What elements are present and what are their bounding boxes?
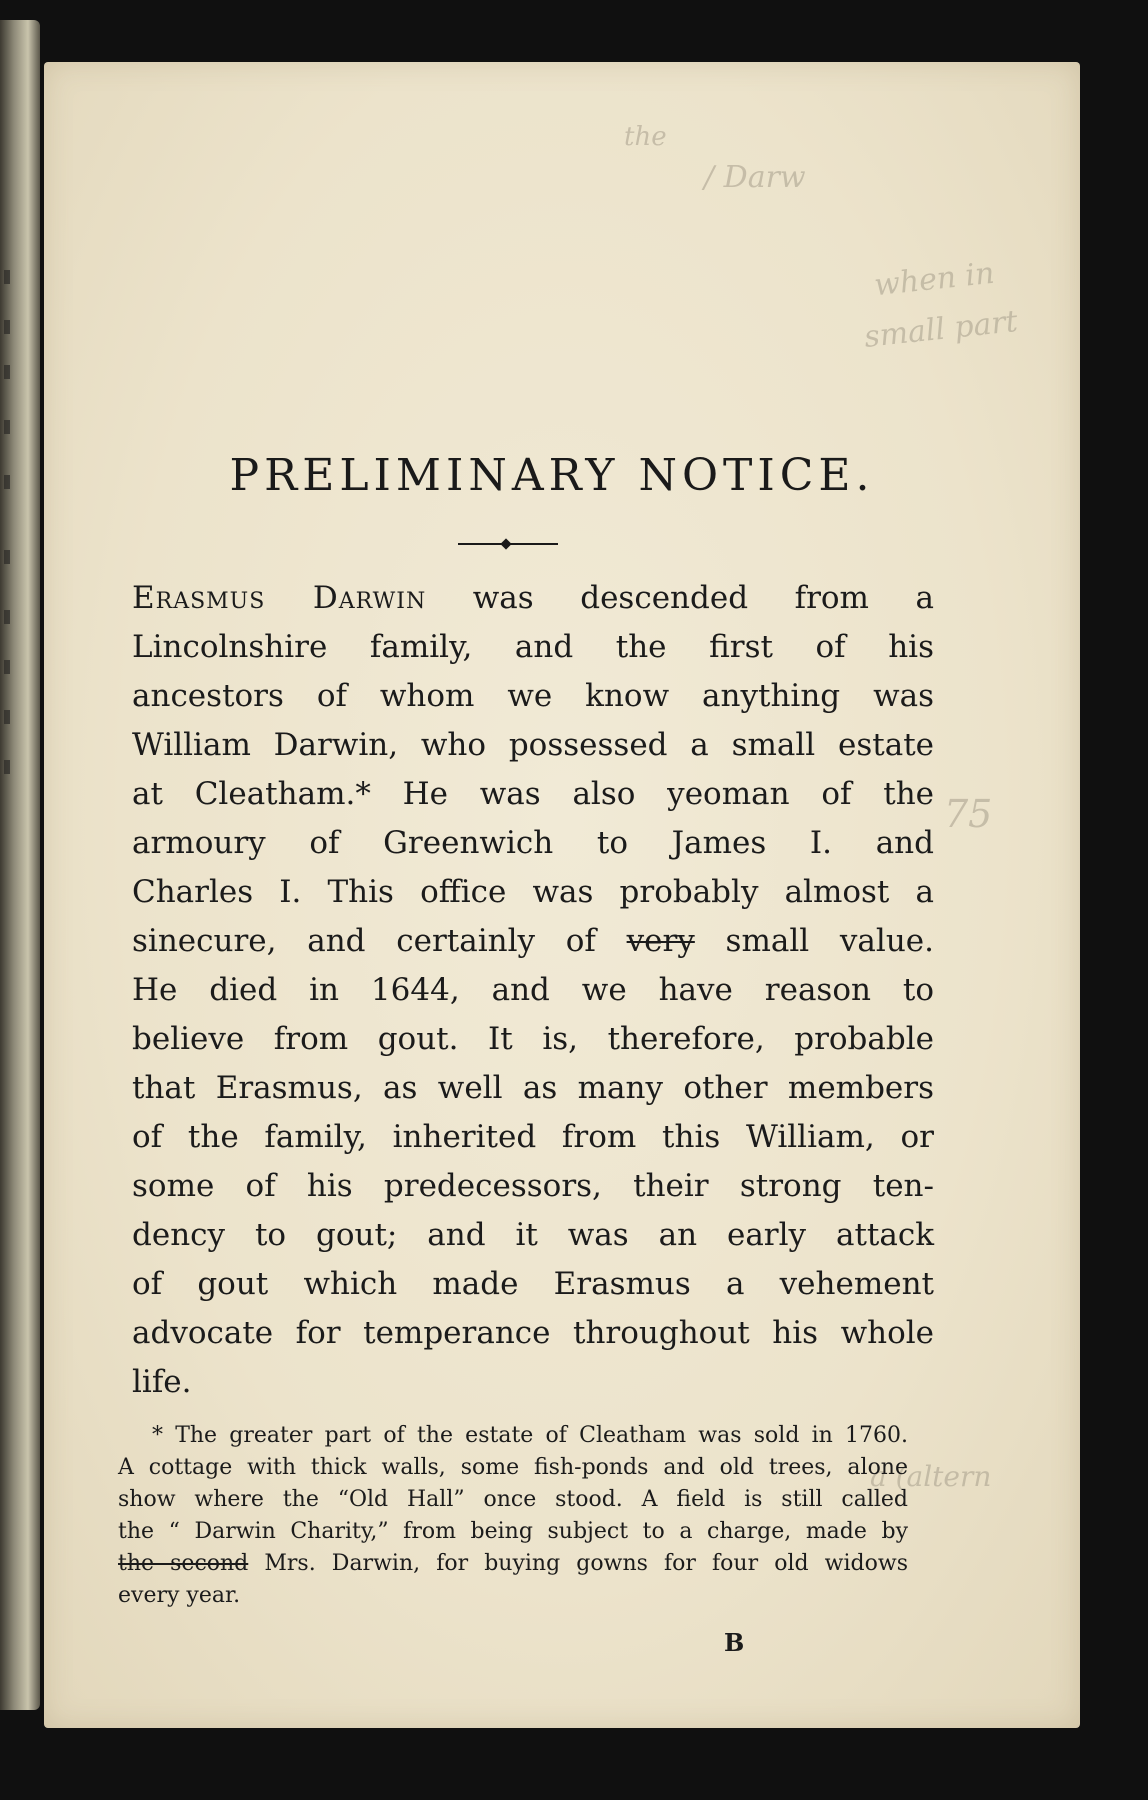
- pencil-annotation: a (altern: [870, 1460, 992, 1493]
- edge-mark: [4, 270, 10, 284]
- pencil-annotation: / Darw: [704, 160, 806, 195]
- text-line: Charles I. This office was probably almost a: [132, 874, 934, 910]
- struck-phrase: the second: [118, 1551, 249, 1576]
- text-line: of gout which made Erasmus a vehement: [132, 1266, 934, 1302]
- text-line: that Erasmus, as well as many other members: [132, 1070, 934, 1106]
- edge-mark: [4, 475, 10, 489]
- footnote-line: [118, 1548, 908, 1580]
- edge-mark: [4, 710, 10, 724]
- ornament-diamond: [500, 538, 511, 549]
- edge-mark: [4, 365, 10, 379]
- edge-mark: [4, 660, 10, 674]
- text-line: at Cleatham.* He was also yeoman of the: [132, 776, 934, 812]
- footnote-line: every year.: [118, 1583, 241, 1608]
- footnote-line: A cottage with thick walls, some fish-ponds and old trees, alone: [118, 1455, 908, 1480]
- author-name-small-caps: Erasmus Darwin: [132, 580, 427, 616]
- edge-mark: [4, 550, 10, 564]
- page-title: PRELIMINARY NOTICE.: [229, 450, 875, 501]
- struck-word: very: [626, 923, 695, 959]
- pencil-annotation: when in: [872, 255, 997, 304]
- text-line: [132, 574, 934, 623]
- text-line-part: was descended from a: [426, 580, 934, 616]
- pencil-annotation: the: [624, 122, 667, 152]
- footnote-line: show where the “Old Hall” once stood. A field is still called: [118, 1487, 908, 1512]
- text-line: advocate for temperance throughout his whole: [132, 1315, 934, 1351]
- edge-mark: [4, 610, 10, 624]
- footnote-line: * The greater part of the estate of Cleatham was sold in 1760.: [152, 1423, 908, 1448]
- footnote: [118, 1420, 908, 1612]
- book-page: [44, 62, 1080, 1728]
- body-paragraph: [132, 574, 934, 1407]
- text-line: believe from gout. It is, therefore, probable: [132, 1021, 934, 1057]
- edge-mark: [4, 420, 10, 434]
- text-line-part: sinecure, and certainly of: [132, 923, 627, 959]
- signature-mark: B: [724, 1628, 745, 1657]
- text-line: dency to gout; and it was an early attack: [132, 1217, 934, 1253]
- text-line: He died in 1644, and we have reason to: [132, 972, 934, 1008]
- text-line: life.: [132, 1364, 192, 1400]
- text-line: of the family, inherited from this William, or: [132, 1119, 934, 1155]
- pencil-annotation: 75: [944, 792, 993, 836]
- text-line: some of his predecessors, their strong ten-: [132, 1168, 934, 1204]
- edge-mark: [4, 320, 10, 334]
- title-ornament-rule: [458, 537, 558, 551]
- edge-mark: [4, 760, 10, 774]
- text-line: Lincolnshire family, and the first of his: [132, 629, 934, 665]
- text-line: ancestors of whom we know anything was: [132, 678, 934, 714]
- text-line: William Darwin, who possessed a small estate: [132, 727, 934, 763]
- facing-page-edge: [0, 20, 40, 1710]
- text-line: armoury of Greenwich to James I. and: [132, 825, 934, 861]
- footnote-line: the “ Darwin Charity,” from being subject to a charge, made by: [118, 1519, 908, 1544]
- text-line-part: small value.: [694, 923, 934, 959]
- text-line: [132, 917, 934, 966]
- pencil-annotation: small part: [862, 304, 1020, 355]
- footnote-line-part: Mrs. Darwin, for buying gowns for four old widows: [248, 1551, 908, 1576]
